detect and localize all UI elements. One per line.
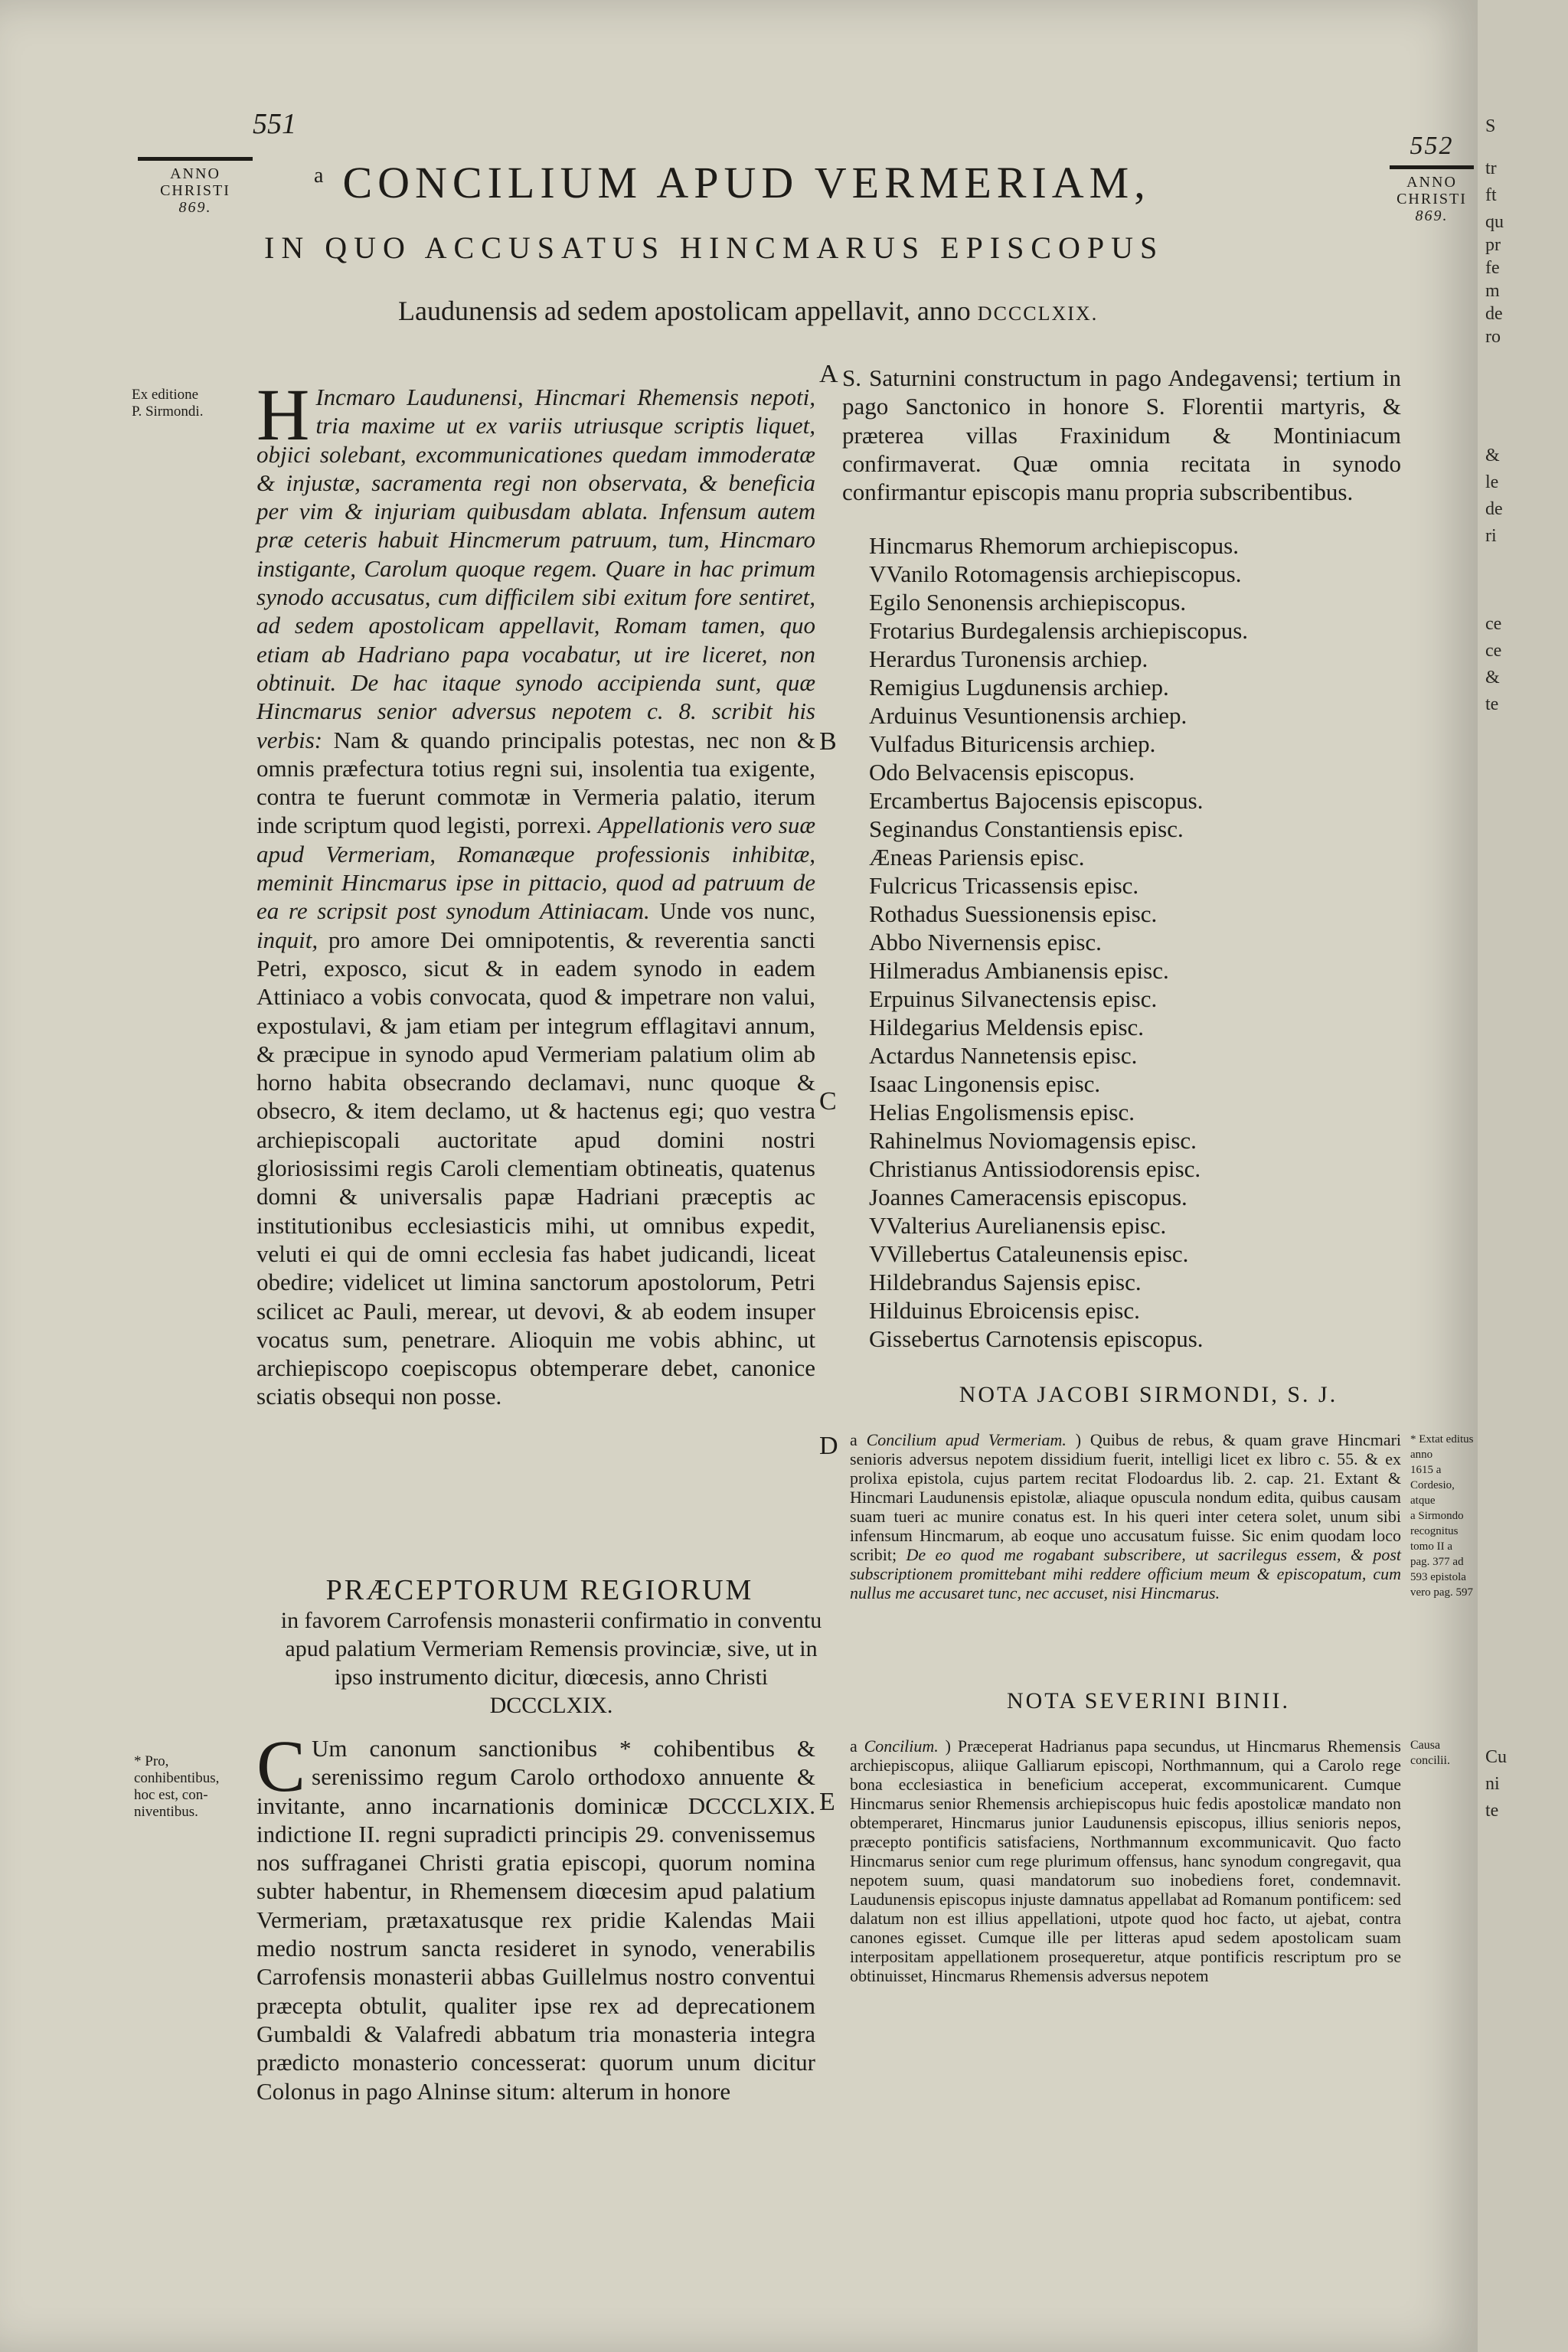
signatory: Odo Belvacensis episcopus. (869, 759, 1135, 786)
margin-variant-line: * Pro, conhibentibus, (134, 1753, 220, 1786)
praeceptorum-title: PRÆCEPTORUM REGIORUM (325, 1574, 754, 1606)
signatory: Hilmeradus Ambianensis episc. (869, 957, 1169, 984)
nota-binii-marker: a (850, 1736, 858, 1756)
edge-fragment: ft (1485, 185, 1497, 205)
signatory: VVanilo Rotomagensis archiepiscopus. (869, 560, 1242, 587)
section-letter-e: E (819, 1788, 835, 1816)
header-rule (138, 157, 253, 161)
title-line-2: IN QUO ACCUSATUS HINCMARUS EPISCOPUS (264, 230, 1165, 265)
signatory: Arduinus Vesuntionensis archiep. (869, 702, 1187, 729)
signatory: Gissebertus Carnotensis episcopus. (869, 1325, 1204, 1352)
intro-italic-text: Incmaro Laudunensi, Hincmari Rhemensis nepoti, tria maxime ut ex variis utriusque scriptis liquet, objici solebant, excommunicationes quedam immoderatæ & injustæ, sacramenta regi non observata, & beneficia per vim & injuriam quibusdam ablata. Infensum autem præ ceteris habuit Hincmerum patruum, tum, Hincmaro instigante, Carolum quoque regem. Quare in hac primum synodo accusatus, cum difficilem sibi exitum fore sentiret, ad sedem apostolicam appellavit, Romam tamen, quo etiam ab Hadriano papa vocabatur, ut ire liceret, non obtinuit. De hac itaque synodo accipienda sunt, quæ Hincmarus senior adversus nepotem c. 8. scribit his verbis: (256, 384, 815, 753)
nota-sirmondi-lemma: Concilium apud Vermeriam. (866, 1430, 1067, 1449)
signatory: Ercambertus Bajocensis episcopus. (869, 787, 1204, 814)
nota-binii-text (850, 1736, 1401, 1985)
edge-fragment: ro (1485, 327, 1501, 347)
intro-italic-text-2: Appellationis vero suæ apud Vermeriam, Romanæque professionis inhibitæ, meminit Hincmarus ipse in pittacio, quod ad patruum de ea re scripsit post synodum Attiniacam. (256, 812, 816, 925)
title-line-3 (398, 295, 1393, 327)
edge-fragment: de (1485, 304, 1503, 324)
signatory: Fulcricus Tricassensis episc. (869, 872, 1139, 899)
nota-sirmondi-title: NOTA JACOBI SIRMONDI, S. J. (959, 1382, 1338, 1407)
anno-label-right: ANNO (1406, 174, 1457, 191)
edge-fragment: S (1485, 116, 1496, 136)
margin-line: 593 epistola (1410, 1571, 1466, 1583)
edge-fragment: fe (1485, 258, 1500, 278)
charter-column (256, 1725, 815, 2105)
signatory: Erpuinus Silvanectensis episc. (869, 985, 1158, 1012)
edge-fragment: te (1485, 694, 1499, 714)
signatory: Æneas Pariensis episc. (869, 844, 1085, 871)
section-letter-c: C (819, 1087, 837, 1116)
signatory: Hildebrandus Sajensis episc. (869, 1269, 1142, 1295)
signatory: Abbo Nivernensis episc. (869, 929, 1102, 956)
edge-fragment: m (1485, 281, 1500, 301)
praeceptorum-subtitle: in favorem Carrofensis monasterii confirmatio in conventu apud palatium Vermeriam Remensis provinciæ, sive, ut in ipso instrumento dicitur, diœcesis, anno Christi DCCCLXIX. (280, 1608, 822, 1718)
signatory: Joannes Cameracensis episcopus. (869, 1184, 1187, 1210)
intro-quote-1: Nam & quando principalis potestas, nec non & omnis præfectura totius regni sui, insolentia tua exigente, contra te fuerunt commotæ in Vermeria palatio, iterum inde scriptum quod legisti, porrexi. (256, 726, 816, 839)
edge-fragment: le (1485, 472, 1499, 492)
christi-label: CHRISTI (160, 182, 230, 199)
intro-drop-cap: H (256, 374, 310, 456)
title-footnote-marker: a (314, 163, 329, 188)
signatory: Hincmarus Rhemorum archiepiscopus. (869, 532, 1239, 559)
next-page-edge (1478, 0, 1568, 2352)
title-line-1: CONCILIUM APUD VERMERIAM, (342, 158, 1151, 207)
intro-inquit: inquit, (256, 926, 318, 953)
right-page-number: 552 (1410, 132, 1454, 160)
header-rule-right (1390, 165, 1474, 169)
nota-sirmondi-text (850, 1430, 1401, 1602)
section-letter-b: B (819, 727, 837, 756)
year-label: 869. (178, 199, 212, 216)
margin-line: Causa concilii. (1410, 1739, 1450, 1767)
charter-text: Um canonum sanctionibus * cohibentibus & serenissimo regum Carolo orthodoxo annuente & invitante, anno incarnationis dominicæ DCCCLXIX. indictione II. regni supradicti principis 29. convenissemus nos suffraganei Christi gratia episcopi, quorum nomina subter habentur, in Rhemensem diœcesim apud palatium Vermeriam, prætaxatusque rex pridie Kalendas Maii medio nostrum sancta resideret in synodo, venerabilis Carrofensis monasterii abbas Guillelmus nostro conventui præcepta obtulit, qualiter ipse rex ad deprecationem Gumbaldi & Valafredi abbatum tria monasteria integra prædicto monasterio concesserat: quorum unum dicitur Colonus in pago Alninse situm: alterum in honore (256, 1735, 815, 2105)
signatory: Hildegarius Meldensis episc. (869, 1014, 1145, 1040)
main-title (314, 157, 1386, 208)
edge-fragment: & (1485, 668, 1500, 688)
signatory: VValterius Aurelianensis episc. (869, 1212, 1167, 1239)
signatory: Actardus Nannetensis episc. (869, 1042, 1138, 1069)
anno-label: ANNO (170, 165, 220, 182)
margin-variant-line: niventibus. (134, 1804, 198, 1820)
signatory: Rahinelmus Noviomagensis episc. (869, 1127, 1197, 1154)
margin-line: pag. 377 ad (1410, 1556, 1464, 1568)
signatory: Herardus Turonensis archiep. (869, 645, 1148, 672)
edge-fragment: ni (1485, 1774, 1500, 1794)
section-letter-d: D (819, 1432, 838, 1460)
margin-variant-note (134, 1753, 249, 1821)
title-year: DCCCLXIX. (977, 302, 1099, 325)
edge-fragment: pr (1485, 235, 1501, 255)
section-letter-a: A (819, 360, 838, 388)
christi-label-right: CHRISTI (1396, 191, 1467, 207)
signatory: Isaac Lingonensis episc. (869, 1070, 1101, 1097)
signatory: Helias Engolismensis episc. (869, 1099, 1135, 1125)
nota-sirmondi-margin (1410, 1432, 1475, 1600)
signatory: Hilduinus Ebroicensis episc. (869, 1297, 1140, 1324)
edge-fragment: te (1485, 1801, 1499, 1821)
charter-continuation: S. Saturnini constructum in pago Andegavensi; tertium in pago Sanctonico in honore S. Florentii martyris, & præterea villas Fraxinidum & Montiniacum confirmaverat. Quæ omnia recitata in synodo confirmantur episcopis manu propria subscribentibus. (842, 364, 1401, 506)
margin-source-line-1: Ex editione (132, 387, 199, 403)
margin-line: a Sirmondo (1410, 1510, 1464, 1522)
margin-line: tomo II a (1410, 1540, 1452, 1553)
edge-fragment: ce (1485, 641, 1502, 661)
signatory: Rothadus Suessionensis episc. (869, 900, 1158, 927)
margin-line: recognitus (1410, 1525, 1459, 1537)
charter-drop-cap: C (256, 1725, 306, 1807)
nota-sirmondi-marker: a (850, 1430, 858, 1449)
year-label-right: 869. (1415, 207, 1449, 224)
title-line-3-text: Laudunensis ad sedem apostolicam appellavit, anno (398, 296, 971, 326)
page-number: 551 (253, 108, 296, 140)
nota-binii-body: ) Præceperat Hadrianus papa secundus, ut Hincmarus Rhemensis archiepiscopus, aliique Galliarum episcopi, Northmannum, qui a Carolo rege bona ecclesiastica in beneficium acceperat, excommunicarent. Cumque Hincmarus senior Rhemensis archiepiscopus huic fedis apostolicæ mandato non obtemperaret, Hincmarus junior Laudunensis episcopus, illius senioris nepos, præcepto pontificis satisfaciens, Northmannum excommunicavit. Quo facto Hincmarus senior cum rege plurimum offensus, hanc synodum congregavit, qua nepotem suum, quasi mandatorum suo inobediens foret, condemnavit. Laudunensis episcopus injuste damnatus appellabat ad Romanum pontificem: sed dalatum non est illius appellationi, utpote quod hoc facto, ut ajebat, contra canones egisset. Cumque ille per litteras apud sedem apostolicam suam interpositam appellationem prosequeretur, atque pontificis rescriptum pro se obtinuisset, Hincmarus Rhemensis adversus nepotem (850, 1736, 1401, 1985)
signatory: Vulfadus Bituricensis archiep. (869, 730, 1156, 757)
signatory: Christianus Antissiodorensis episc. (869, 1155, 1201, 1182)
margin-variant-line: hoc est, con- (134, 1787, 208, 1803)
margin-source-line-2: P. Sirmondi. (132, 403, 204, 420)
intro-column (256, 374, 816, 1411)
margin-line: * Extat editus anno (1410, 1433, 1474, 1461)
nota-sirmondi-body: ) Quibus de rebus, & quam grave Hincmari senioris adversus nepotem dissidium fuerit, intelligi licet ex libro c. 55. & ex prolixa epistola, cujus partem recitat Flodoardus lib. 2. cap. 21. Extant & Hincmari Laudunensis epistolæ, aliaque opuscula nondum edita, quibus causam suam tueri ac munire conatus est. In his queri inter cetera solet, unum sibi infensum Hincmarum, ab eoque uno accusatum fuisse. Sic enim quodam loco scribit; (850, 1430, 1402, 1564)
anno-christi-box (138, 157, 253, 216)
nota-binii-title: NOTA SEVERINI BINII. (1006, 1688, 1291, 1713)
edge-fragment: tr (1485, 158, 1497, 178)
signatory: VVillebertus Cataleunensis episc. (869, 1240, 1189, 1267)
nota-sirmondi-quote: De eo quod me rogabant subscribere, ut sacrilegus essem, & post subscriptionem promittebant mihi reddere officium meum & episcopatum, cum nullus me accusaret tunc, nec accuset, nisi Hincmarus. (850, 1545, 1402, 1602)
edge-fragment: ce (1485, 614, 1502, 634)
intro-quote-2-lead: Unde vos nunc, (659, 897, 815, 925)
right-column-text (842, 364, 1401, 506)
intro-quote-2: pro amore Dei omnipotentis, & reverentia sancti Petri, exposco, sicut & in eadem synodo in eadem Attiniaco a vobis convocata, quod & impetrare non valui, expostulavi, & jam etiam per integrum efflagitavi annum, & præcipue in synodo apud Vermeriam palatium olim ab horno habita obsecrando declamavi, nunc quoque & obsecro, & item declamo, ut & hactenus egi; quo vestra archiepiscopali auctoritate apud domini nostri gloriosissimi regis Caroli clementiam obtineatis, quatenus domni & universalis papæ Hadriani præceptis ac institutionibus ecclesiasticis mihi, ut omnibus expedit, veluti ei qui de omni ecclesia fas habet judicandi, liceat obedire; videlicet ut limina sanctorum apostolorum, Petri scilicet ac Pauli, merear, ut devovi, & ab eodem insuper vocatus sum, penetrare. Alioquin me vobis abhinc, ut archiepiscopo coepiscopus obtemperare debet, canonice sciatis obsequi non posse. (256, 926, 815, 1410)
edge-fragment: Cu (1485, 1747, 1508, 1767)
margin-line: 1615 a Cordesio, atque (1410, 1464, 1455, 1507)
signatory: Remigius Lugdunensis archiep. (869, 674, 1169, 701)
margin-line: vero pag. 597 (1410, 1586, 1474, 1599)
signatory: Frotarius Burdegalensis archiepiscopus. (869, 617, 1249, 644)
margin-source-note (132, 387, 247, 420)
edge-fragment: de (1485, 499, 1503, 519)
edge-fragment: qu (1485, 212, 1504, 232)
edge-fragment: & (1485, 446, 1500, 466)
anno-christi-box-right (1390, 132, 1474, 224)
signatory: Egilo Senonensis archiepiscopus. (869, 589, 1187, 616)
nota-binii-lemma: Concilium. (864, 1736, 939, 1756)
nota-binii-margin (1410, 1738, 1475, 1769)
edge-fragment: ri (1485, 526, 1497, 546)
signatory: Seginandus Constantiensis episc. (869, 815, 1184, 842)
